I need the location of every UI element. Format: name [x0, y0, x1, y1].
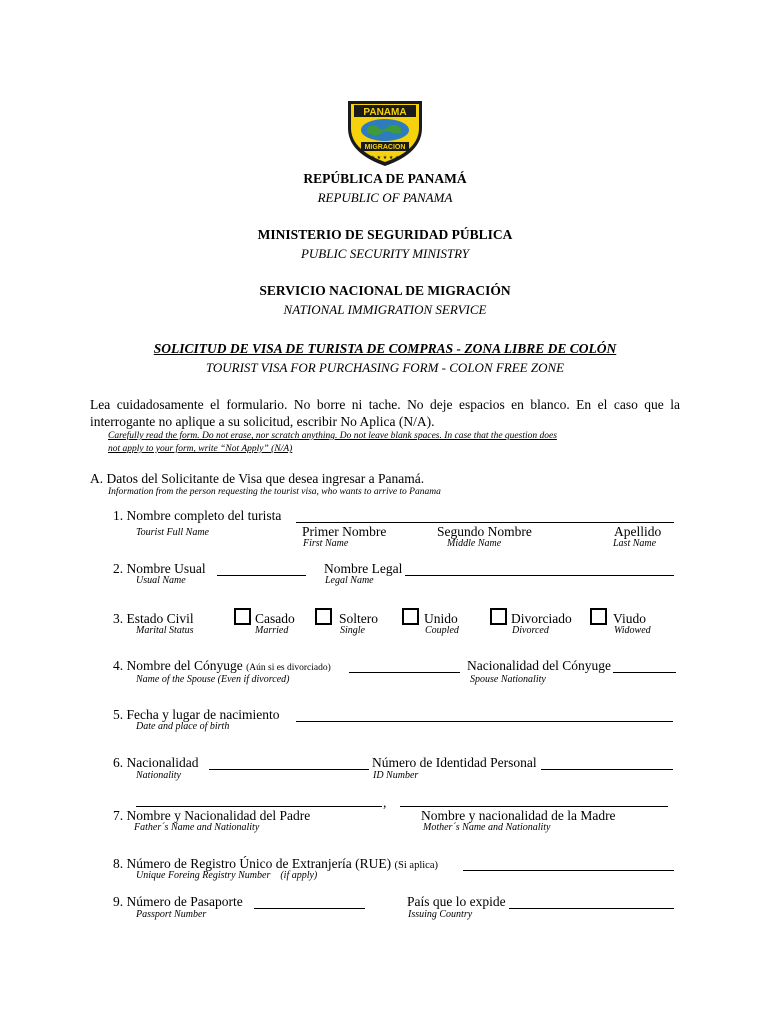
spouse-nationality-sub: Spouse Nationality	[470, 674, 546, 685]
unido-checkbox[interactable]	[402, 608, 419, 625]
birth-line[interactable]	[296, 721, 673, 722]
field-1-line[interactable]	[296, 522, 674, 523]
middle-name-label: Segundo Nombre	[437, 524, 532, 539]
passport-line[interactable]	[254, 908, 365, 909]
divorciado-sub: Divorced	[512, 625, 549, 636]
field-2-label: 2. Nombre Usual	[113, 561, 206, 576]
service-es: SERVICIO NACIONAL DE MIGRACIÓN	[259, 283, 511, 298]
viudo-checkbox[interactable]	[590, 608, 607, 625]
field-7-comma: ,	[383, 795, 387, 810]
form-title-es: SOLICITUD DE VISA DE TURISTA DE COMPRAS - ZONA LIBRE DE COLÓN	[153, 341, 617, 356]
viudo-sub: Widowed	[614, 625, 651, 636]
nationality-line[interactable]	[209, 769, 369, 770]
mother-line[interactable]	[400, 806, 668, 807]
casado-checkbox[interactable]	[234, 608, 251, 625]
field-1-label: 1. Nombre completo del turista	[113, 508, 282, 523]
field-4-sub: Name of the Spouse (Even if divorced)	[136, 674, 290, 685]
field-9-sub: Passport Number	[136, 909, 207, 920]
instructions-es-line2: interrogante no aplique a su solicitud, escribir No Aplica (N/A).	[90, 414, 435, 429]
panama-migracion-logo	[345, 98, 425, 168]
instructions-es-line1: Lea cuidadosamente el formulario. No borre ni tache. No deje espacios en blanco. En el caso que la	[90, 397, 680, 412]
field-5-label: 5. Fecha y lugar de nacimiento	[113, 707, 280, 722]
casado-sub: Married	[255, 625, 289, 636]
issuing-country-sub: Issuing Country	[408, 909, 473, 920]
ministry-es: MINISTERIO DE SEGURIDAD PÚBLICA	[257, 227, 513, 242]
first-name-sub: First Name	[303, 538, 349, 549]
section-a-subtitle: Information from the person requesting the tourist visa, who wants to arrive to Panama	[108, 487, 441, 497]
mother-sub: Mother´s Name and Nationality	[423, 822, 551, 833]
field-3-sub: Marital Status	[136, 625, 194, 636]
id-number-line[interactable]	[541, 769, 673, 770]
republic-en: REPUBLIC OF PANAMA	[317, 190, 453, 205]
field-4-label-text: 4. Nombre del Cónyuge	[113, 658, 243, 673]
logo-bottom-text: MIGRACION	[364, 144, 406, 151]
id-number-label: Número de Identidad Personal	[372, 755, 537, 770]
viudo-label: Viudo	[613, 611, 646, 626]
casado-label: Casado	[255, 611, 295, 626]
field-4-label	[113, 658, 331, 674]
soltero-checkbox[interactable]	[315, 608, 332, 625]
spouse-nationality-label: Nacionalidad del Cónyuge	[467, 658, 611, 673]
first-name-label: Primer Nombre	[302, 524, 387, 539]
legal-name-line[interactable]	[405, 575, 674, 576]
field-7-label: 7. Nombre y Nacionalidad del Padre	[113, 808, 311, 823]
father-line[interactable]	[136, 806, 382, 807]
service-en: NATIONAL IMMIGRATION SERVICE	[283, 302, 487, 317]
divorciado-label: Divorciado	[511, 611, 572, 626]
field-6-sub: Nationality	[136, 770, 181, 781]
field-8-note: (Si aplica)	[394, 860, 438, 871]
issuing-country-line[interactable]	[509, 908, 674, 909]
field-1-sub: Tourist Full Name	[136, 527, 209, 538]
field-4-note: (Aún si es divorciado)	[246, 663, 331, 673]
spouse-name-line[interactable]	[349, 672, 460, 673]
legal-name-label: Nombre Legal	[324, 561, 403, 576]
issuing-country-label: País que lo expide	[407, 894, 506, 909]
field-8-label-text: 8. Número de Registro Único de Extranjería (RUE)	[113, 856, 392, 871]
republic-es: REPÚBLICA DE PANAMÁ	[303, 171, 467, 186]
logo-top-text: PANAMA	[363, 107, 407, 118]
section-a-title: A. Datos del Solicitante de Visa que desea ingresar a Panamá.	[90, 471, 425, 486]
field-2-sub: Usual Name	[136, 575, 186, 586]
unido-label: Unido	[424, 611, 458, 626]
soltero-sub: Single	[340, 625, 365, 636]
spouse-nationality-line[interactable]	[613, 672, 676, 673]
mother-label: Nombre y nacionalidad de la Madre	[421, 808, 616, 823]
unido-sub: Coupled	[425, 625, 459, 636]
field-5-sub: Date and place of birth	[136, 721, 230, 732]
soltero-label: Soltero	[339, 611, 378, 626]
instructions-en-line2: not apply to your form, write “Not Apply” (N/A)	[108, 444, 293, 454]
rue-line[interactable]	[463, 870, 674, 871]
instructions-en-line1: Carefully read the form. Do not erase, nor scratch anything. Do not leave blank spaces. In case that the question does	[108, 431, 557, 441]
divorciado-checkbox[interactable]	[490, 608, 507, 625]
field-8-sub: Unique Foreing Registry Number (if apply)	[136, 870, 318, 881]
legal-name-sub: Legal Name	[325, 575, 374, 586]
field-6-label: 6. Nacionalidad	[113, 755, 199, 770]
form-title-en: TOURIST VISA FOR PURCHASING FORM - COLON FREE ZONE	[205, 360, 565, 375]
last-name-label: Apellido	[614, 524, 662, 539]
last-name-sub: Last Name	[613, 538, 657, 549]
middle-name-sub: Middle Name	[447, 538, 502, 549]
logo-stars: ★ ★ ★ ★ ★	[370, 155, 400, 161]
ministry-en: PUBLIC SECURITY MINISTRY	[300, 246, 470, 261]
field-7-sub: Father´s Name and Nationality	[134, 822, 260, 833]
usual-name-line[interactable]	[217, 575, 306, 576]
id-number-sub: ID Number	[373, 770, 419, 781]
field-9-label: 9. Número de Pasaporte	[113, 894, 243, 909]
field-3-label: 3. Estado Civil	[113, 611, 194, 626]
